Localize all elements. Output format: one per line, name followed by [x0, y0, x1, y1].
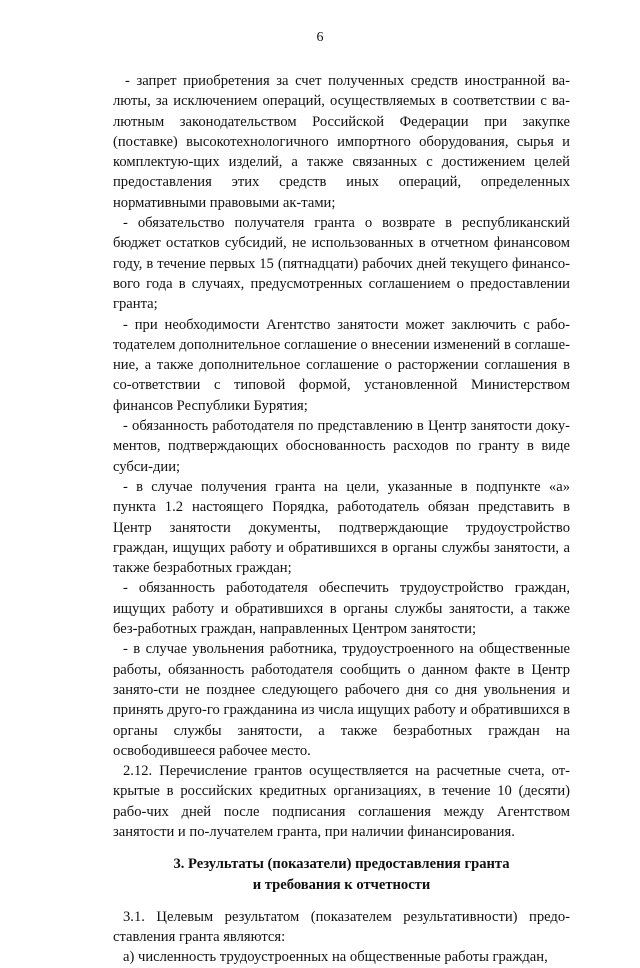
paragraph-2-12: 2.12. Перечисление грантов осуществляется на расчетные счета, от-крытые в российских кредитных организациях, в течение 10 (десяти) рабо-чих дней после подписания соглашения между Агентством занятости и по-лучателем гранта, при наличии финансирования. — [113, 763, 570, 840]
paragraph-return-obligation: - обязательство получателя гранта о возврате в республиканский бюджет остатков субсидий, не использованных в отчетном финансовом году, в течение первых 15 (пятнадцати) рабочих дней текущего финансо-вого года в случаях, предусмотренных соглашением о предоставлении гранта; — [113, 215, 570, 313]
section-heading-line2: и требования к отчетности — [252, 876, 431, 893]
paragraph-employment-obligation: - обязанность работодателя обеспечить трудоустройство граждан, ищущих работу и обратившихся в органы службы занятости, а также без-работных граждан, направленных Центром занятости; — [113, 580, 570, 638]
paragraph-dismissal-case: - в случае увольнения работника, трудоустроенного на общественные работы, обязанность работодателя сообщить о данном факте в Центр занято-сти не позднее следующего рабочего дня со дня увольнения и принять друго-го гражданина из числа ищущих работу и обратившихся в органы службы занятости, а также безработных граждан на освободившееся рабочее место. — [113, 641, 570, 759]
section-heading-line1: 3. Результаты (показатели) предоставления гранта — [173, 856, 510, 873]
paragraph-documents-obligation: - обязанность работодателя по представлению в Центр занятости доку-ментов, подтверждающих обоснованность расходов по гранту в виде субси-дии; — [113, 418, 570, 475]
paragraph-currency-ban: - запрет приобретения за счет полученных средств иностранной ва-люты, за исключением операций, осуществляемых в соответствии с ва-лютным законодательством Российской Федерации при закупке (поставке) высокотехнологичного импортного оборудования, сырья и комплектую-щих изделий, а также связанных с достижением целей предоставления этих средств иных операций, определенных нормативными правовыми ак-тами; — [113, 73, 570, 211]
paragraph-employment-documents: - в случае получения гранта на цели, указанные в подпункте «а» пункта 1.2 настоящего Порядка, работодатель обязан представить в Центр занятости документы, подтверждающие трудоустройство граждан, ищущих работу и обратившихся в органы службы занятости, а также безработных граждан; — [113, 478, 570, 577]
page-number: 6 — [316, 30, 324, 45]
paragraph-additional-agreement: - при необходимости Агентство занятости может заключить с рабо-тодателем дополнительное соглашение о внесении изменений в соглаше-ние, а также дополнительное соглашение о расторжении соглашения в со-ответствии с типовой формой, установленной Министерством финансов Республики Бурятия; — [113, 316, 570, 414]
section-heading — [113, 854, 570, 895]
document-body — [113, 71, 570, 968]
paragraph-3-1: 3.1. Целевым результатом (показателем результативности) предо-ставления гранта являются: — [113, 908, 570, 946]
paragraph-item-a: а) численность трудоустроенных на общественные работы граждан, — [123, 949, 548, 966]
